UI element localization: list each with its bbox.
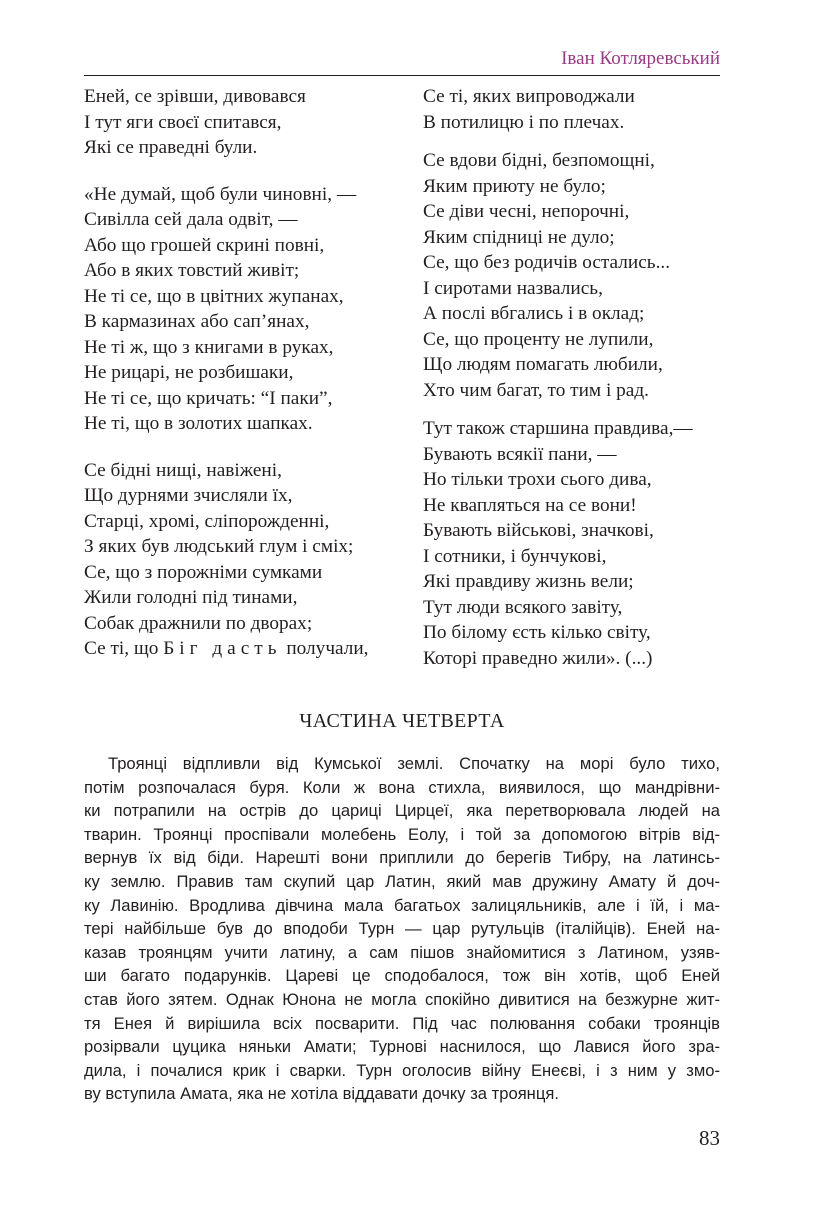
page-number: 83 xyxy=(699,1126,720,1150)
poem-line: Або що грошей скрині повні, xyxy=(84,234,325,256)
poem-line: Що людям помагать любили, xyxy=(423,354,663,375)
poem-line: По білому єсть кілько світу, xyxy=(423,622,651,643)
poem-line: Не рицарі, не розбишаки, xyxy=(84,362,294,383)
poem-line: Жили голодні під тинами, xyxy=(84,587,298,608)
poem-line: Бувають всякії пани, — xyxy=(423,443,617,465)
poem-line: В потилицю і по плечах. xyxy=(423,111,625,133)
poem-line: Не ті се, що в цвітних жупанах, xyxy=(84,285,344,307)
paragraph-line: ву вступила Амата, яка не хотіла віддавати дочку за троянця. xyxy=(84,1084,559,1104)
summary-paragraph xyxy=(84,752,720,1106)
paragraph-line: ки потрапили на острів до цариці Цирцеї, яка перетворювала людей на xyxy=(84,801,720,821)
paragraph-line: вернув їх від біди. Нарешті вони приплили до берегів Тибру, на латинсь- xyxy=(84,848,720,868)
poem-line: Еней, се зрівши, дивовався xyxy=(84,86,306,107)
poem-stanza xyxy=(423,416,733,671)
poem-line: Се вдови бідні, безпомощні, xyxy=(423,150,655,171)
emphasized-phrase: Біг дасть xyxy=(163,638,282,659)
poem-line: Собак дражнили по дворах; xyxy=(84,612,313,634)
paragraph-line: тварин. Троянці проспівали молебень Еолу, і той за допомогою вітрів від- xyxy=(84,824,720,844)
poem-right-column xyxy=(423,84,733,684)
paragraph-line: ку землю. Правив там скупий цар Латин, який мав дружину Амату й доч- xyxy=(84,871,720,891)
paragraph-line: потім розпочалася буря. Коли ж вона стихла, виявилося, що мандрівни- xyxy=(84,777,720,797)
poem-line: Се ті, яких випроводжали xyxy=(423,86,635,107)
poem-line: А послі вбгались і в оклад; xyxy=(423,303,645,324)
poem-line: Се, що без родичів остались... xyxy=(423,252,671,273)
poem-line: І сиротами назвались, xyxy=(423,277,603,299)
poem-line-spaced xyxy=(84,636,404,662)
section-title: ЧАСТИНА ЧЕТВЕРТА xyxy=(299,710,505,732)
header-divider xyxy=(84,75,720,76)
poem-line: «Не думай, щоб були чиновні, — xyxy=(84,183,357,205)
poem-line: Бувають військові, значкові, xyxy=(423,520,654,541)
poem-line-start: Се ті, що xyxy=(84,638,164,659)
poem-line: Се, що з порожніми сумками xyxy=(84,561,323,583)
poem-line: І сотники, і бунчукові, xyxy=(423,545,607,567)
poem-line: Або в яких товстий живіт; xyxy=(84,260,300,281)
poem-line: Що дурнями зчисляли їх, xyxy=(84,485,293,506)
poem-line: Тут люди всякого завіту, xyxy=(423,596,623,618)
poem-left-column xyxy=(84,84,404,683)
poem-line: Которі праведно жили». (...) xyxy=(423,647,653,669)
paragraph-line: дила, і почалися крик і сварки. Турн оголосив війну Енеєві, і з ним у змо- xyxy=(84,1060,720,1080)
poem-line: Но тільки трохи сього дива, xyxy=(423,469,652,490)
poem-line: З яких був людський глум і сміх; xyxy=(84,536,354,557)
paragraph-line: тя Енея й вирішила всіх посварити. Під час полювання собаки троянців xyxy=(84,1013,720,1033)
poem-line: Не ті ж, що з книгами в руках, xyxy=(84,336,334,358)
poem-line: Сивілла сей дала одвіт, — xyxy=(84,209,298,230)
poem-line: Хто чим багат, то тим і рад. xyxy=(423,379,649,401)
poem-line: Не ті се, що кричать: “І паки”, xyxy=(84,387,333,409)
poem-line: Старці, хромі, сліпорожденні, xyxy=(84,510,330,532)
poem-stanza xyxy=(84,84,404,161)
paragraph-line: казав троянцям учити латину, а сам пішов знайомитися з Латином, узяв- xyxy=(84,942,720,962)
paragraph-line: став його зятем. Однак Юнона не могла спокійно дивитися на безжурне жит- xyxy=(84,989,720,1009)
paragraph-line: Троянці відпливли від Кумської землі. Спочатку на морі було тихо, xyxy=(108,754,720,773)
poem-line: Які правдиву жизнь вели; xyxy=(423,571,634,592)
running-header-author: Іван Котляревський xyxy=(561,48,720,69)
poem-line: Яким спідниці не дуло; xyxy=(423,226,615,248)
poem-line: В кармазинах або сап’янах, xyxy=(84,311,310,332)
paragraph-line: ши багато подарунків. Цареві це сподобалося, тож він хотів, щоб Еней xyxy=(84,966,720,986)
poem-line: Не квапляться на се вони! xyxy=(423,494,637,516)
poem-line: Яким приюту не було; xyxy=(423,175,606,197)
paragraph-line: тері найбільше був до вподоби Турн — цар рутульців (італійців). Еней на- xyxy=(84,919,720,939)
poem-line: Які се праведні були. xyxy=(84,137,258,158)
paragraph-line: ку Лавинію. Вродлива дівчина мала багатьох залицяльників, але і їй, і ма- xyxy=(84,895,720,915)
poem-line: Се, що проценту не лупили, xyxy=(423,328,654,350)
poem-line: Се бідні нищі, навіжені, xyxy=(84,459,282,481)
paragraph-line: розірвали цуцика няньки Амати; Турнові наснилося, що Лавися його зра- xyxy=(84,1037,720,1057)
poem-line: І тут яги своєї спитався, xyxy=(84,111,282,133)
poem-stanza xyxy=(423,84,733,135)
poem-stanza xyxy=(84,182,404,437)
poem-stanza xyxy=(84,458,404,662)
poem-line: Се діви чесні, непорочні, xyxy=(423,201,630,222)
poem-line-end: получали, xyxy=(281,638,369,659)
poem-line: Не ті, що в золотих шапках. xyxy=(84,413,313,434)
poem-stanza xyxy=(423,148,733,403)
poem-line: Тут також старшина правдива,— xyxy=(423,418,693,439)
